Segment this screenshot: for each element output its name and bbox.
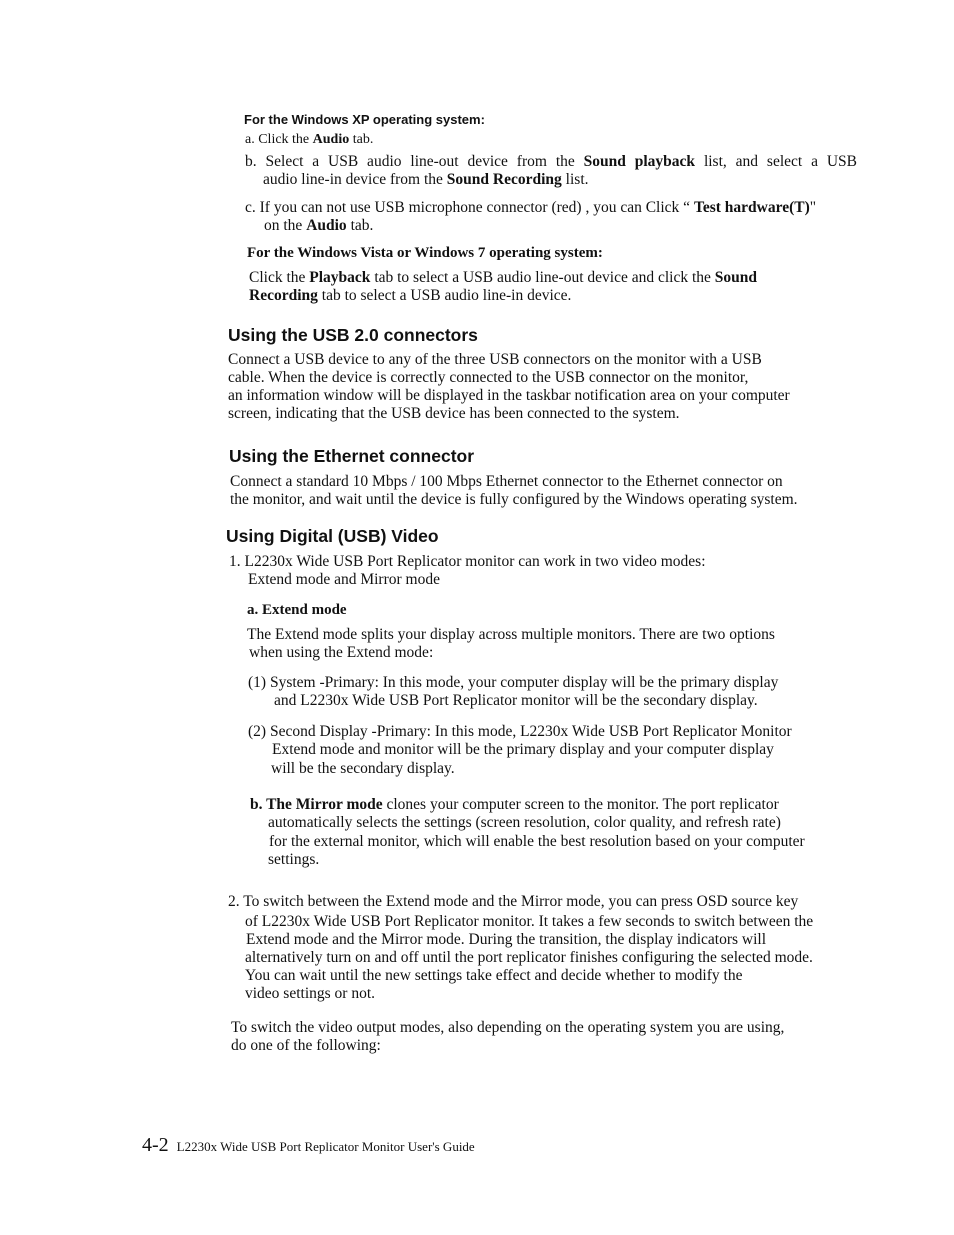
extend-option-1-line: (1) System -Primary: In this mode, your computer display will be the primary display [248, 674, 779, 691]
xp-step-b-bold2: Sound Recording [446, 171, 562, 188]
vista-bold-sound: Sound [714, 269, 758, 286]
video-item-1-line: Extend mode and Mirror mode [248, 571, 440, 588]
extend-option-1-line: and L2230x Wide USB Port Replicator monitor will be the secondary display. [274, 692, 758, 709]
xp-step-a-text-end: tab. [349, 132, 374, 147]
xp-step-a [245, 131, 373, 149]
usb-line: Connect a USB device to any of the three USB connectors on the monitor with a USB [228, 351, 762, 368]
extend-mode-heading: a. Extend mode [247, 602, 347, 618]
xp-step-b-text2-end: list. [561, 171, 589, 188]
vista-text: Click the [249, 269, 310, 286]
mirror-mode-line: for the external monitor, which will enable the best resolution based on your computer [269, 833, 805, 850]
xp-step-b-bold: Sound playback [583, 153, 696, 170]
xp-step-b-text2: audio line-in device from the [263, 171, 447, 188]
xp-step-b-text: b. Select a USB audio line-out device from the [245, 153, 584, 170]
extend-option-2 [248, 723, 792, 778]
vista-bold-recording: Recording [249, 287, 318, 304]
ethernet-line: Connect a standard 10 Mbps / 100 Mbps Ethernet connector to the Ethernet connector on [230, 473, 783, 490]
video-item-2-line: You can wait until the new settings take effect and decide whether to modify the [245, 967, 743, 984]
extend-option-2-line: (2) Second Display -Primary: In this mode, L2230x Wide USB Port Replicator Monitor [248, 723, 792, 740]
vista-paragraph [249, 269, 757, 305]
vista-heading: For the Windows Vista or Windows 7 operating system: [247, 245, 603, 261]
usb-line: screen, indicating that the USB device has been connected to the system. [228, 405, 680, 422]
xp-step-c [245, 199, 816, 235]
extend-mode-paragraph [247, 626, 775, 662]
video-item-2-line: alternatively turn on and off until the port replicator finishes configuring the selected mode. [245, 949, 813, 966]
vista-bold-playback: Playback [309, 269, 371, 286]
video-item-2-line: Extend mode and the Mirror mode. During the transition, the display indicators will [246, 931, 767, 948]
mirror-mode-paragraph [250, 796, 805, 869]
mirror-mode-line: automatically selects the settings (screen resolution, color quality, and refresh rate) [268, 814, 781, 831]
xp-step-c-quote: " [809, 199, 817, 216]
page-number: 4-2 [142, 1134, 169, 1156]
video-heading: Using Digital (USB) Video [226, 526, 439, 546]
video-item-2 [228, 893, 813, 1003]
extend-option-1 [248, 674, 778, 710]
xp-step-a-bold: Audio [312, 132, 350, 147]
video-item-1 [229, 553, 706, 589]
video-item-2-line: of L2230x Wide USB Port Replicator monitor. It takes a few seconds to switch between the [245, 913, 814, 930]
switch-modes-line: do one of the following: [231, 1037, 381, 1054]
ethernet-paragraph [230, 473, 798, 509]
usb-paragraph [228, 351, 790, 423]
xp-step-a-text: a. Click the [245, 132, 313, 147]
ethernet-line: the monitor, and wait until the device is fully configured by the Windows operating system. [230, 491, 798, 508]
video-item-2-line: 2. To switch between the Extend mode and the Mirror mode, you can press OSD source key [228, 893, 799, 910]
mirror-mode-text: clones your computer screen to the monitor. The port replicator [382, 796, 779, 813]
xp-step-c-bold2: Audio [306, 217, 347, 234]
extend-line: The Extend mode splits your display across multiple monitors. There are two options [247, 626, 775, 643]
vista-text-mid: tab to select a USB audio line-out device and click the [370, 269, 715, 286]
xp-step-b [245, 153, 857, 189]
xp-heading: For the Windows XP operating system: [244, 112, 485, 127]
footer-title: L2230x Wide USB Port Replicator Monitor User's Guide [176, 1139, 475, 1154]
video-item-2-line: video settings or not. [245, 985, 376, 1002]
page-footer [142, 1134, 475, 1157]
switch-modes-line: To switch the video output modes, also depending on the operating system you are using, [231, 1019, 785, 1036]
mirror-mode-bold: b. The Mirror mode [250, 796, 383, 813]
xp-step-b-text-end: list, and select a USB [695, 153, 858, 170]
vista-text-end: tab to select a USB audio line-in device. [317, 287, 572, 304]
xp-step-c-text2: on the [264, 217, 307, 234]
xp-step-c-text2-end: tab. [346, 217, 374, 234]
usb-heading: Using the USB 2.0 connectors [228, 325, 478, 345]
usb-line: cable. When the device is correctly connected to the USB connector on the monitor, [228, 369, 749, 386]
extend-line: when using the Extend mode: [249, 644, 434, 661]
xp-step-c-bold: Test hardware(T) [693, 199, 810, 216]
usb-line: an information window will be displayed in the taskbar notification area on your computer [228, 387, 790, 404]
video-item-1-line: 1. L2230x Wide USB Port Replicator monitor can work in two video modes: [229, 553, 706, 570]
extend-option-2-line: will be the secondary display. [271, 760, 455, 777]
mirror-mode-line: settings. [268, 851, 320, 868]
ethernet-heading: Using the Ethernet connector [229, 446, 475, 466]
extend-option-2-line: Extend mode and monitor will be the primary display and your computer display [272, 741, 774, 758]
switch-modes-paragraph [231, 1019, 784, 1055]
xp-step-c-text: c. If you can not use USB microphone connector (red) , you can Click “ [245, 199, 694, 216]
